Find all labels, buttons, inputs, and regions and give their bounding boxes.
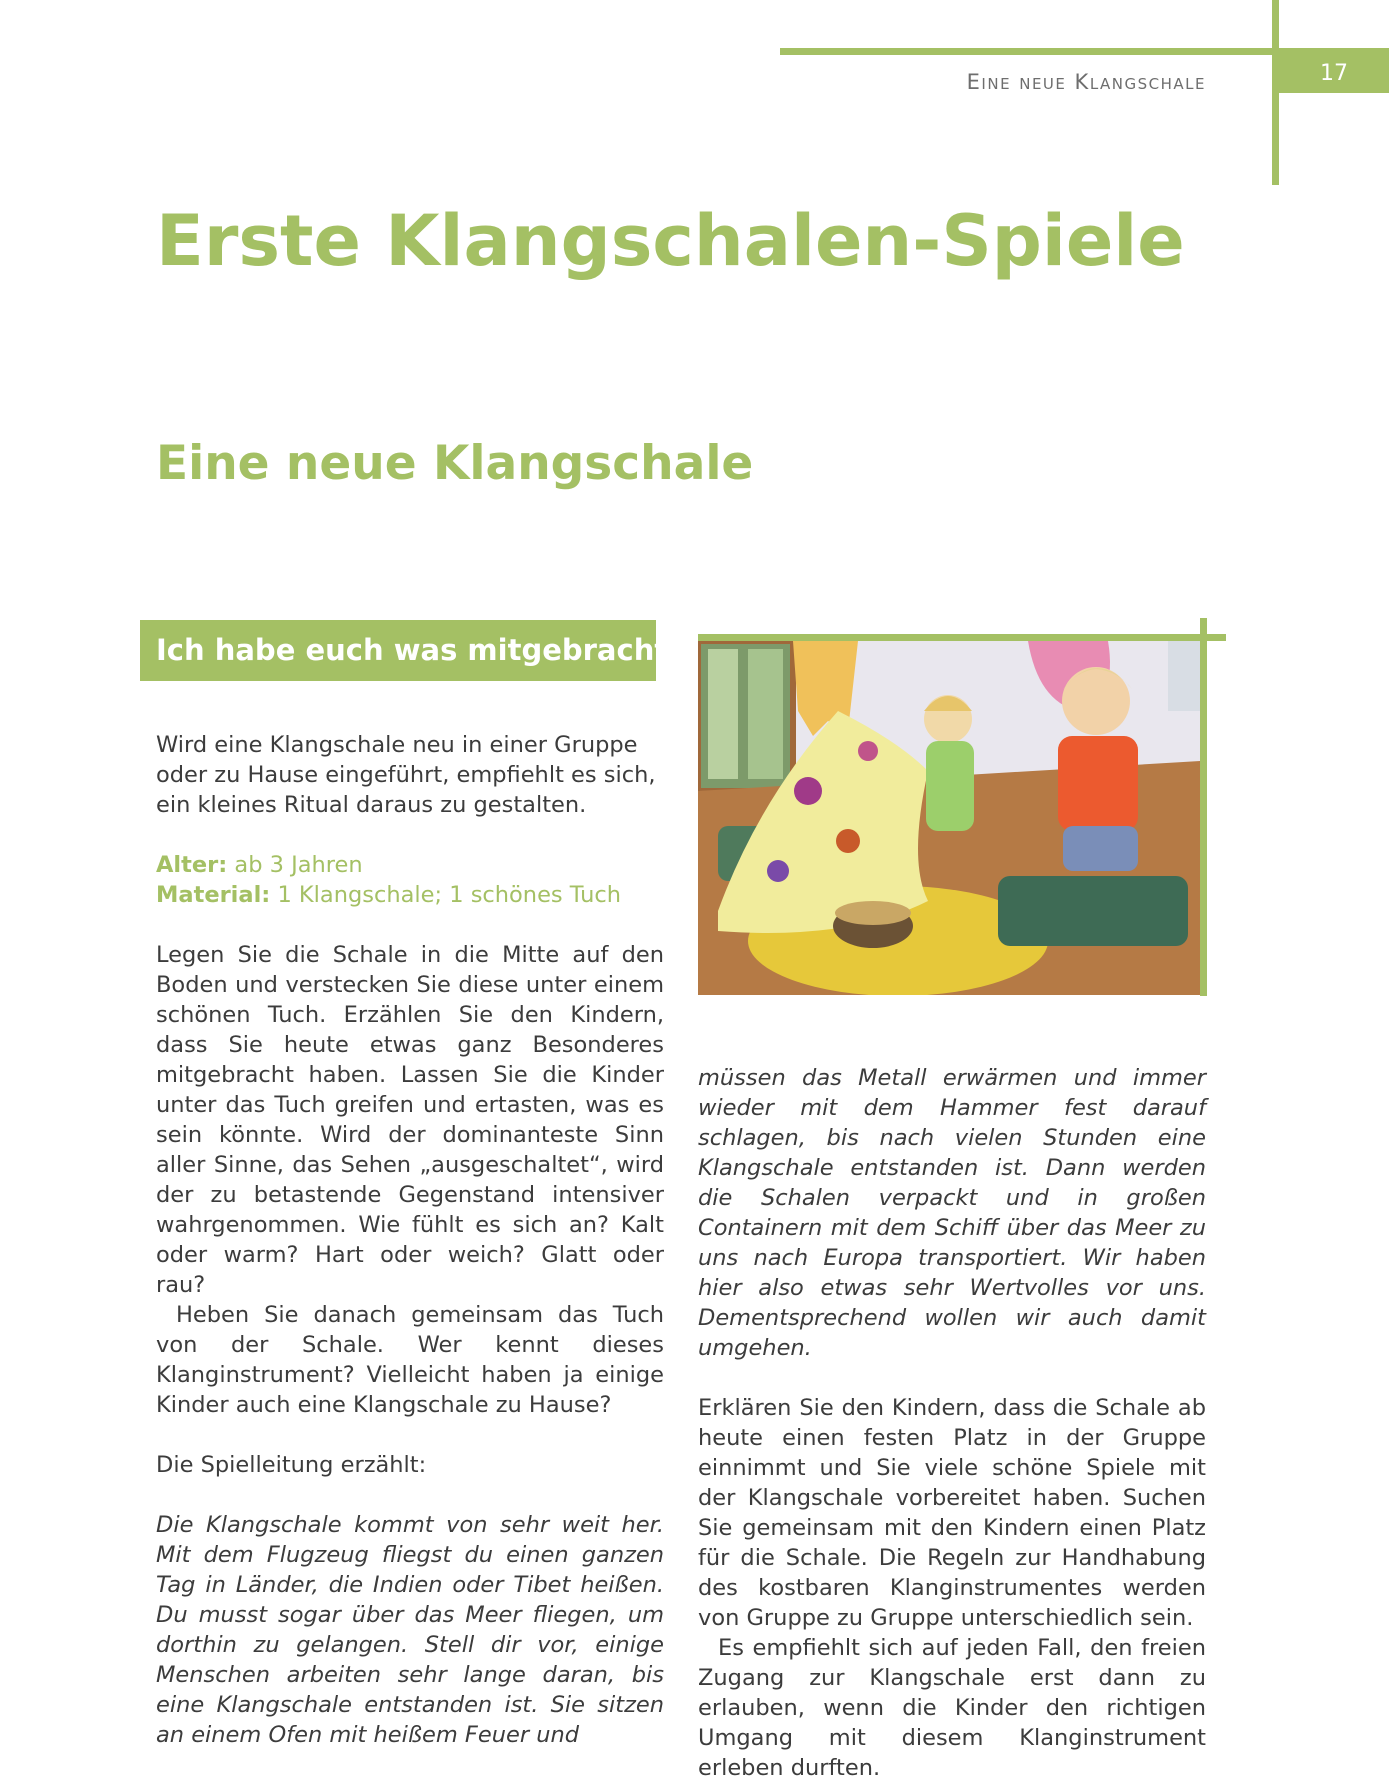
photo-illustration (698, 641, 1200, 995)
children-with-singing-bowl-photo (698, 641, 1200, 995)
paragraph: Erklären Sie den Kindern, dass die Schale ab heute einen festen Platz in der Gruppe einnimmt und Sie viele schöne Spiele mit der Klangschale vorbereitet haben. Suchen Sie gemeinsam mit den Kindern einen Platz für die Schale. Die Regeln zur Handhabung des kostbaren Klanginstrumentes werden von Gruppe zu Gruppe unterschiedlich sein. (698, 1395, 1206, 1631)
photo-frame-top (698, 634, 1226, 641)
age-value: ab 3 Jahren (234, 852, 363, 878)
story-text-continued: müssen das Metall erwärmen und immer wieder mit dem Hammer fest darauf schlagen, bis nach vielen Stunden eine Klangschale entstanden ist. Dann werden die Schalen verpackt und in großen Containern mit dem Schiff über das Meer zu uns nach Europa transportiert. Wir haben hier also etwas sehr Wertvolles vor uns. Dementsprechend wollen wir auch damit umgehen. (698, 1065, 1206, 1361)
material-line (156, 880, 664, 910)
narrator-label: Die Spielleitung erzählt: (156, 1452, 427, 1478)
paragraph: Legen Sie die Schale in die Mitte auf den Boden und verstecken Sie diese unter einem schönen Tuch. Erzählen Sie den Kindern, dass Sie heute etwas ganz Besonderes mitgebracht haben. Lassen Sie die Kinder unter das Tuch greifen und ertasten, was es sein könnte. Wird der dominanteste Sinn aller Sinne, das Sehen „ausgeschaltet“, wird der zu betastende Gegenstand intensiver wahrgenommen. Wie fühlt es sich an? Kalt oder warm? Hart oder weich? Glatt oder rau? (156, 942, 664, 1298)
material-value: 1 Klangschale; 1 schönes Tuch (277, 882, 622, 908)
paragraph: Es empfiehlt sich auf jeden Fall, den freien Zugang zur Klangschale erst dann zu erlauben, wenn die Kinder den richtigen Umgang mit diesem Klanginstrument erleben durften. (698, 1635, 1206, 1781)
age-label: Alter: (156, 852, 228, 878)
story-text: Die Klangschale kommt von sehr weit her. Mit dem Flugzeug fliegst du einen ganzen Tag in Länder, die Indien oder Tibet heißen. Du musst sogar über das Meer fliegen, um dorthin zu gelangen. Stell dir vor, einige Menschen arbeiten sehr lange daran, bis eine Klangschale entstanden ist. Sie sitzen an einem Ofen mit heißem Feuer und (156, 1512, 664, 1748)
right-column (698, 1063, 1206, 1783)
chapter-title: Erste Klangschalen-Spiele (156, 200, 1185, 282)
photo-frame-right (1200, 618, 1207, 996)
material-label: Material: (156, 882, 271, 908)
header-rule (780, 48, 1389, 55)
page-number: 17 (1279, 55, 1389, 93)
section-title: Eine neue Klangschale (156, 436, 754, 491)
running-title: Eine neue Klangschale (966, 70, 1206, 94)
age-line (156, 850, 664, 880)
header-vertical-rule (1272, 0, 1279, 185)
paragraph: Heben Sie danach gemeinsam das Tuch von der Schale. Wer kennt dieses Klanginstrument? Vielleicht haben ja einige Kinder auch eine Klangschale zu Hause? (156, 1302, 664, 1418)
intro-text: Wird eine Klangschale neu in einer Gruppe oder zu Hause eingeführt, empfiehlt es sich, ein kleines Ritual daraus zu gestalten. (156, 732, 656, 818)
left-column (156, 730, 664, 1750)
game-title-banner: Ich habe euch was mitgebracht! (140, 620, 656, 681)
